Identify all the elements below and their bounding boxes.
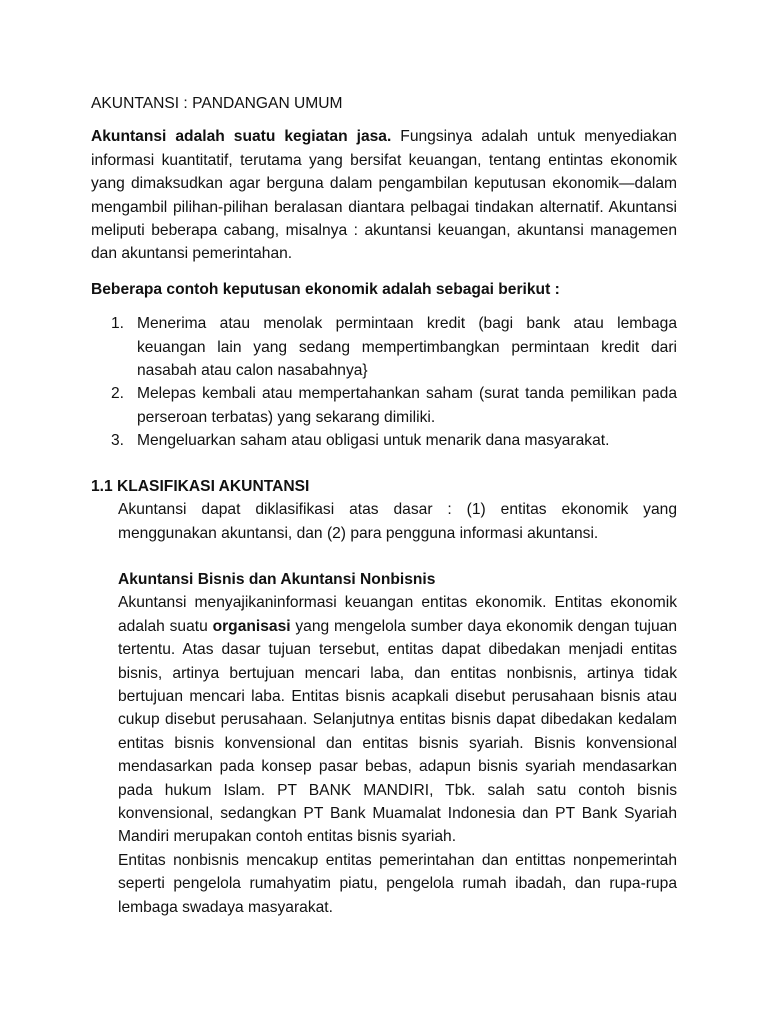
section-title bbox=[91, 475, 677, 498]
section-intro: Akuntansi dapat diklasifikasi atas dasar : (1) entitas ekonomik yang menggunakan akuntansi, dan (2) para pengguna informasi akuntansi. bbox=[118, 501, 677, 542]
paragraph-gap bbox=[118, 545, 677, 568]
list-item bbox=[91, 382, 677, 429]
list-item-text: Mengeluarkan saham atau obligasi untuk menarik dana masyarakat. bbox=[137, 432, 610, 450]
subsection-paragraph-1 bbox=[118, 591, 677, 848]
intro-paragraph bbox=[91, 125, 677, 265]
list-item-number: 3. bbox=[111, 432, 125, 450]
para1-before: Akuntansi menyajikaninformasi keuangan entitas ekonomik. Entitas ekonomik adalah suatu bbox=[118, 594, 677, 635]
list-item bbox=[91, 312, 677, 382]
para1-after: yang mengelola sumber daya ekonomik dengan tujuan tertentu. Atas dasar tujuan tersebut, entitas dapat dibedakan menjadi entitas bisnis, artinya bertujuan mencari laba, dan entitas nonbisnis, artinya tidak bertujuan mencari laba. Entitas bisnis acapkali disebut perusahaan bisnis atau cukup disebut perusahaan. Selanjutnya entitas bisnis dapat dibedakan kedalam entitas bisnis konvensional dan entitas bisnis syariah. Bisnis konvensional mendasarkan pada konsep pasar bebas, adapun bisnis syariah mendasarkan pada hukum Islam. PT BANK MANDIRI, Tbk. salah satu contoh bisnis konvensional, sedangkan PT Bank Muamalat Indonesia dan PT Bank Syariah Mandiri merupakan contoh entitas bisnis syariah. bbox=[118, 617, 678, 846]
list-item-number: 1. bbox=[111, 315, 125, 333]
list-item-text: Melepas kembali atau mempertahankan saham (surat tanda pemilikan pada perseroan terbatas) yang sekarang dimiliki. bbox=[137, 385, 677, 426]
list-item bbox=[91, 429, 677, 452]
intro-lead: Akuntansi adalah suatu kegiatan jasa. bbox=[91, 128, 392, 146]
subsection-title bbox=[118, 568, 677, 591]
section-body bbox=[118, 498, 677, 919]
examples-list bbox=[91, 312, 677, 452]
list-item-text: Menerima atau menolak permintaan kredit (bagi bank atau lembaga keuangan lain yang sedang mempertimbangkan permintaan kredit dari nasabah atau calon nasabahnya} bbox=[137, 315, 677, 380]
subsection-title-text: Akuntansi Bisnis dan Akuntansi Nonbisnis bbox=[118, 570, 436, 588]
para1-bold: organisasi bbox=[212, 617, 291, 635]
document-page bbox=[91, 92, 677, 919]
section-title-text: 1.1 KLASIFIKASI AKUNTANSI bbox=[91, 477, 310, 495]
examples-heading: Beberapa contoh keputusan ekonomik adalah sebagai berikut : bbox=[91, 280, 560, 298]
document-title: AKUNTANSI : PANDANGAN UMUM bbox=[91, 95, 343, 112]
intro-text: Fungsinya adalah untuk menyediakan informasi kuantitatif, terutama yang bersifat keuangan, tentang entintas ekonomik yang dimaksudkan agar berguna dalam pengambilan keputusan ekonomik—dalam mengambil pilihan-pilihan beralasan diantara pelbagai tindakan alternatif. Akuntansi meliputi beberapa cabang, misalnya : akuntansi keuangan, akuntansi managemen dan akuntansi pemerintahan. bbox=[91, 128, 677, 263]
subsection-paragraph-2: Entitas nonbisnis mencakup entitas pemerintahan dan entittas nonpemerintah seperti pengelola rumahyatim piatu, pengelola rumah ibadah, dan rupa-rupa lembaga swadaya masyarakat. bbox=[118, 851, 677, 916]
list-item-number: 2. bbox=[111, 385, 125, 403]
